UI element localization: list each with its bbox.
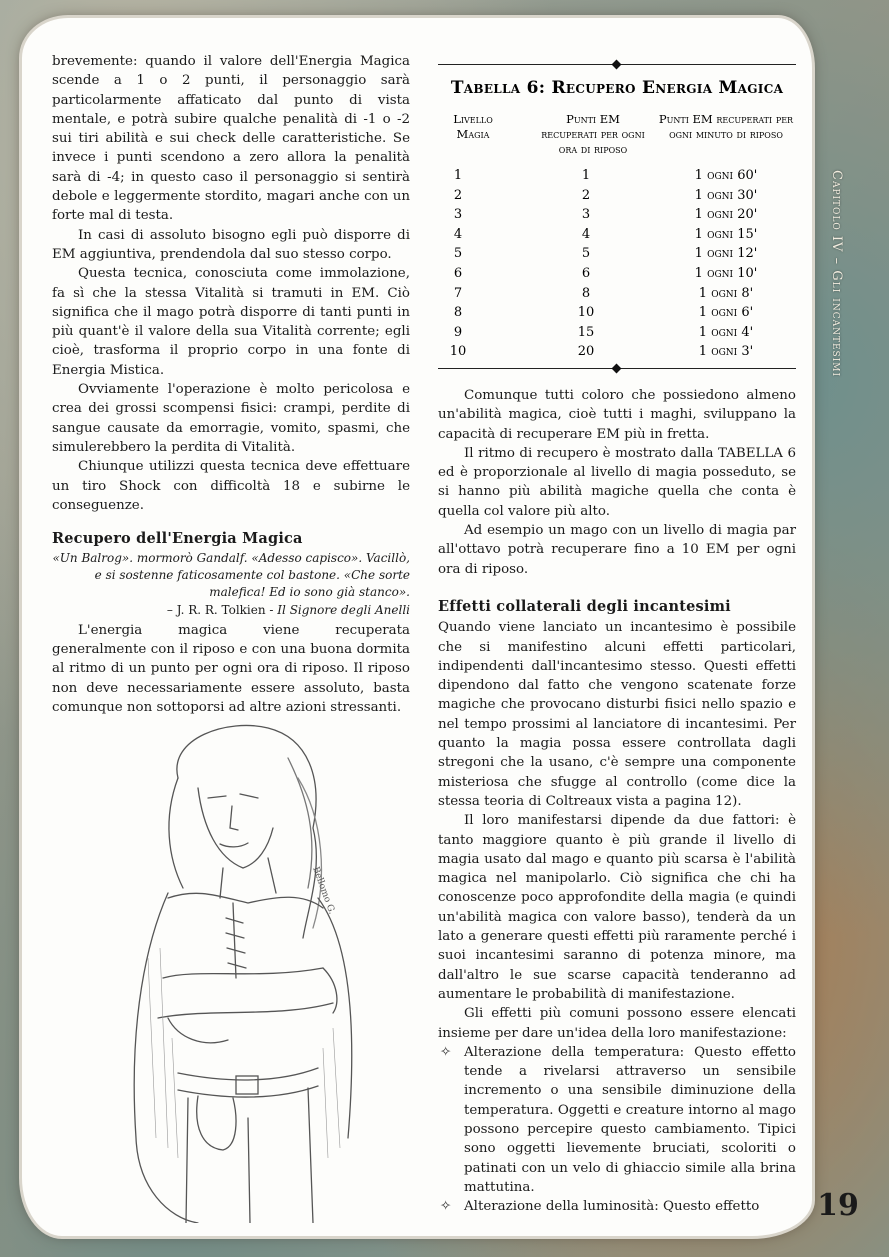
table-body bbox=[438, 168, 796, 364]
cell-per-minute: 1 ogni 8' bbox=[698, 285, 754, 301]
cell-per-hour: 20 bbox=[577, 344, 595, 360]
paragraph: Gli effetti più comuni possono essere elencati insieme per dare un'idea della loro manifestazione: bbox=[438, 1006, 796, 1041]
section-heading: Recupero dell'Energia Magica bbox=[52, 530, 303, 548]
cell-per-hour: 5 bbox=[581, 246, 591, 262]
cell-per-minute: 1 ogni 3' bbox=[698, 344, 754, 360]
table-header-level: Livello Magia bbox=[453, 112, 493, 141]
cell-per-minute: 1 ogni 20' bbox=[694, 207, 758, 223]
paragraph: Ovviamente l'operazione è molto pericolosa e crea dei grossi scompensi fisici: crampi, perdite di sangue causate da emorragie, vomito, spasmi, che simulerebbero la perdita di Vitalità. bbox=[52, 382, 410, 455]
table-caption: Tabella 6: Recupero Energia Magica bbox=[450, 78, 784, 98]
cell-level: 5 bbox=[453, 246, 463, 262]
chapter-label: Capitolo IV – Gli incantesimi bbox=[829, 170, 844, 378]
cell-level: 6 bbox=[453, 265, 463, 281]
recovery-table bbox=[438, 60, 796, 372]
quote-author: – J. R. R. Tolkien - bbox=[166, 603, 278, 618]
cell-level: 1 bbox=[453, 168, 463, 183]
paragraph: Comunque tutti coloro che possiedono almeno un'abilità magica, cioè tutti i maghi, sviluppano la capacità di recuperare EM più in fretta. bbox=[438, 388, 796, 442]
cell-level: 9 bbox=[453, 324, 463, 340]
cell-level: 7 bbox=[453, 285, 463, 301]
paragraph: Il ritmo di recupero è mostrato dalla TABELLA 6 ed è proporzionale al livello di magia posseduto, se si hanno più abilità magiche quella che conta è quella col valore più alto. bbox=[438, 445, 796, 519]
cell-per-hour: 15 bbox=[577, 324, 595, 340]
cell-level: 2 bbox=[453, 187, 463, 203]
cell-level: 3 bbox=[453, 207, 463, 223]
cell-level: 10 bbox=[449, 344, 467, 360]
list-item bbox=[438, 1043, 796, 1197]
paragraph: Quando viene lanciato un incantesimo è possibile che si manifestino alcuni effetti particolari, indipendenti dall'incantesimo stesso. Questi effetti dipendono dal fatto che vengono scatenate forze magiche che provocano disturbi fisici nello spazio e nel tempo prossimi al lanciatore di incantesimi. Per quanto la magia possa essere controllata dagli stregoni che la usano, c'è sempre una componente misteriosa che sfugge al controllo (come dice la stessa teoria di Coltreaux vista a pagina 12). bbox=[438, 620, 796, 809]
paragraph: Ad esempio un mago con un livello di magia par all'ottavo potrà recuperare fino a 10 EM per ogni ora di riposo. bbox=[438, 523, 796, 577]
paragraph: L'energia magica viene recuperata generalmente con il riposo e con una buona dormita al ritmo di un punto per ogni ora di riposo. Il riposo non deve necessariamente essere assoluto, basta comunque non sottoporsi ad altre azioni stressanti. bbox=[52, 622, 410, 715]
cell-per-hour: 10 bbox=[577, 305, 595, 321]
cell-level: 4 bbox=[453, 226, 463, 242]
cell-per-minute: 1 ogni 60' bbox=[694, 168, 758, 183]
cell-per-hour: 2 bbox=[581, 187, 591, 203]
right-column bbox=[438, 386, 796, 1216]
cell-level: 8 bbox=[453, 305, 463, 321]
paragraph: brevemente: quando il valore dell'Energia Magica scende a 1 o 2 punti, il personaggio sarà particolarmente affaticato dal punto di vista mentale, e potrà subire qualche penalità di -1 o -2 sui tiri abilità e sui check delle caratteristiche. Se invece i punti scendono a zero allora la penalità sarà di -4; in questo caso il personaggio si sentirà debole e leggermente stordito, magari anche con un forte mal di testa. bbox=[52, 54, 410, 224]
cell-per-hour: 1 bbox=[581, 168, 591, 183]
cell-per-minute: 1 ogni 15' bbox=[694, 226, 758, 242]
table-top-ornament bbox=[612, 60, 622, 70]
quote-book-title: Il Signore degli Anelli bbox=[277, 603, 410, 618]
table-row bbox=[438, 227, 796, 247]
cell-per-minute: 1 ogni 30' bbox=[694, 187, 758, 203]
table-row bbox=[438, 246, 796, 266]
list-item bbox=[438, 1197, 796, 1216]
left-column bbox=[52, 52, 410, 717]
paragraph: In casi di assoluto bisogno egli può disporre di EM aggiuntiva, prendendola dal suo stesso corpo. bbox=[52, 227, 410, 262]
section-heading: Effetti collaterali degli incantesimi bbox=[438, 597, 731, 615]
page-number: 19 bbox=[817, 1188, 859, 1223]
artist-signature: Bellomo G. bbox=[310, 865, 337, 916]
table-row bbox=[438, 344, 796, 364]
list-item-text: Alterazione della temperatura: Questo effetto tende a rivelarsi attraverso un sensibile incremento o una sensibile diminuzione della temperatura. Oggetti e creature intorno al mago possono percepire questo cambiamento. Tipici sono oggetti lievemente bruciati, scoloriti o patinati con un velo di ghiaccio simile alla brina mattutina. bbox=[464, 1044, 796, 1195]
table-row bbox=[438, 188, 796, 208]
cell-per-minute: 1 ogni 10' bbox=[694, 265, 758, 281]
table-row bbox=[438, 266, 796, 286]
paragraph: Questa tecnica, conosciuta come immolazione, fa sì che la stessa Vitalità si tramuti in EM. Ciò significa che il mago potrà disporre di tanti punti in più quant'è il valore della sua Vitalità corrente; egli cioè, trasforma il proprio corpo in una fonte di Energia Mistica. bbox=[52, 266, 410, 378]
paragraph: Il loro manifestarsi dipende da due fattori: è tanto maggiore quanto è più grande il livello di magia usato dal mago e quanto più scarsa è l'abilità magica nel manipolarlo. Ciò significa che chi ha conoscenze poco approfondite della magia (e quindi un'abilità magica con valore basso), tenderà da un lato a generare questi effetti più raramente perché i suoi incantesimi saranno di potenza minore, ma dall'altro le sue scarse capacità tenderanno ad aumentare le probabilità di manifestazione. bbox=[438, 813, 796, 1002]
character-illustration bbox=[108, 718, 378, 1223]
cell-per-minute: 1 ogni 6' bbox=[698, 305, 754, 321]
table-row bbox=[438, 305, 796, 325]
table-row bbox=[438, 325, 796, 345]
table-row bbox=[438, 207, 796, 227]
cell-per-hour: 4 bbox=[581, 226, 591, 242]
cell-per-hour: 6 bbox=[581, 265, 591, 281]
bullet-icon: ✧ bbox=[440, 1044, 452, 1060]
paragraph: Chiunque utilizzi questa tecnica deve effettuare un tiro Shock con difficoltà 18 e subirne le conseguenze. bbox=[52, 459, 410, 513]
cell-per-hour: 3 bbox=[581, 207, 591, 223]
epigraph-source bbox=[52, 601, 410, 620]
cell-per-hour: 8 bbox=[581, 285, 591, 301]
table-row bbox=[438, 286, 796, 306]
cell-per-minute: 1 ogni 4' bbox=[698, 324, 754, 340]
table-header-per-minute: Punti EM recuperati per ogni minuto di riposo bbox=[658, 112, 794, 141]
table-row bbox=[438, 168, 796, 188]
table-header-per-hour: Punti EM recuperati per ogni ora di riposo bbox=[541, 112, 645, 156]
cell-per-minute: 1 ogni 12' bbox=[694, 246, 758, 262]
table-bottom-ornament bbox=[612, 364, 622, 374]
list-item-text: Alterazione della luminosità: Questo effetto bbox=[464, 1199, 760, 1215]
bullet-icon: ✧ bbox=[440, 1199, 452, 1215]
epigraph-quote: «Un Balrog». mormorò Gandalf. «Adesso capisco». Vacillò, e si sostenne faticosamente col bastone. «Che sorte malefica! Ed io sono già stanco». bbox=[52, 551, 410, 600]
